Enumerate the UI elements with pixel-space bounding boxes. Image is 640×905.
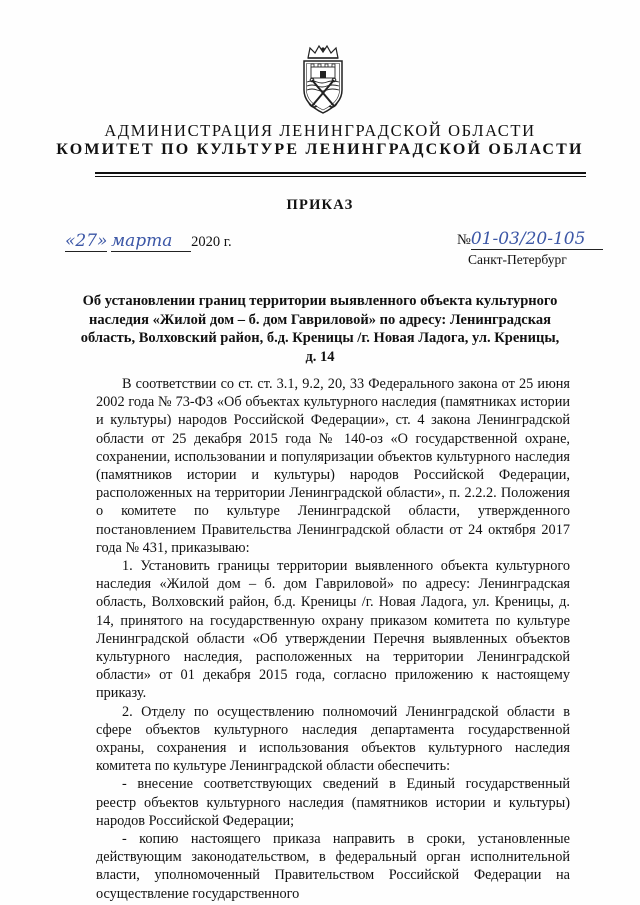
date-year: 2020 г.	[191, 234, 232, 250]
number-value: 01-03/20-105	[471, 229, 603, 250]
document-date	[65, 231, 232, 252]
document-title: Об установлении границ территории выявленного объекта культурного наследия «Жилой дом – б. дом Гавриловой» по адресу: Ленинградская область, Волховский район, б.д. Креницы /г. Новая Ладога, ул. Креницы, д. 14	[80, 293, 560, 365]
document-body	[96, 375, 570, 903]
coat-of-arms-icon	[298, 44, 348, 116]
header-divider	[95, 172, 586, 174]
body-paragraph-1: 1. Установить границы территории выявленного объекта культурного наследия «Жилой дом – б. дом Гавриловой» по адресу: Ленинградская область, Волховский район, б.д. Креницы /г. Новая Ладога, ул. Креницы, д. 14, принятого на государственную охрану приказом комитета по культуре Ленинградской области «Об утверждении Перечня выявленных объектов культурного наследия, расположенных на территории Ленинградской области» от 01 декабря 2015 года, согласно приложению к настоящему приказу.	[96, 558, 570, 702]
body-paragraph-2: 2. Отделу по осуществлению полномочий Ленинградской области в сфере объектов культурного наследия департамента государственной охраны, сохранения и использования объектов культурного наследия комитета по культуре Ленинградской области обеспечить:	[96, 703, 570, 775]
org-line-administration: АДМИНИСТРАЦИЯ ЛЕНИНГРАДСКОЙ ОБЛАСТИ	[104, 121, 536, 140]
body-paragraph-preamble: В соответствии со ст. ст. 3.1, 9.2, 20, 33 Федерального закона от 25 июня 2002 года № 73-ФЗ «Об объектах культурного наследия (памятниках истории и культуры) народов Российской Федерации», ст. 4 закона Ленинградской области от 25 декабря 2015 года № 140-оз «О государственной охране, сохранении, использовании и популяризации объектов культурного наследия (памятников истории и культуры) народов Российской Федерации, расположенных на территории Ленинградской области», п. 2.2.2. Положения о комитете по культуре Ленинградской области, утвержденного постановлением Правительства Ленинградской области от 24 октября 2017 года № 431, приказываю:	[96, 376, 570, 556]
date-day: «27»	[65, 231, 108, 251]
document-type: ПРИКАЗ	[286, 197, 354, 213]
body-paragraph-2-item-1: - внесение соответствующих сведений в Единый государственный реестр объектов культурного наследия (памятников истории и культуры) народов Российской Федерации;	[96, 776, 570, 829]
org-line-committee: КОМИТЕТ ПО КУЛЬТУРЕ ЛЕНИНГРАДСКОЙ ОБЛАСТИ	[56, 141, 584, 158]
body-paragraph-2-item-2: - копию настоящего приказа направить в сроки, установленные действующим законодательством, в федеральный орган исполнительной власти, уполномоченный Правительством Российской Федерации на осуществление государственного	[96, 831, 570, 902]
number-prefix: №	[457, 232, 471, 248]
date-month: марта	[111, 231, 191, 252]
document-city: Санкт-Петербург	[468, 252, 567, 267]
header-divider-thin	[95, 176, 586, 177]
document-number	[457, 229, 603, 250]
